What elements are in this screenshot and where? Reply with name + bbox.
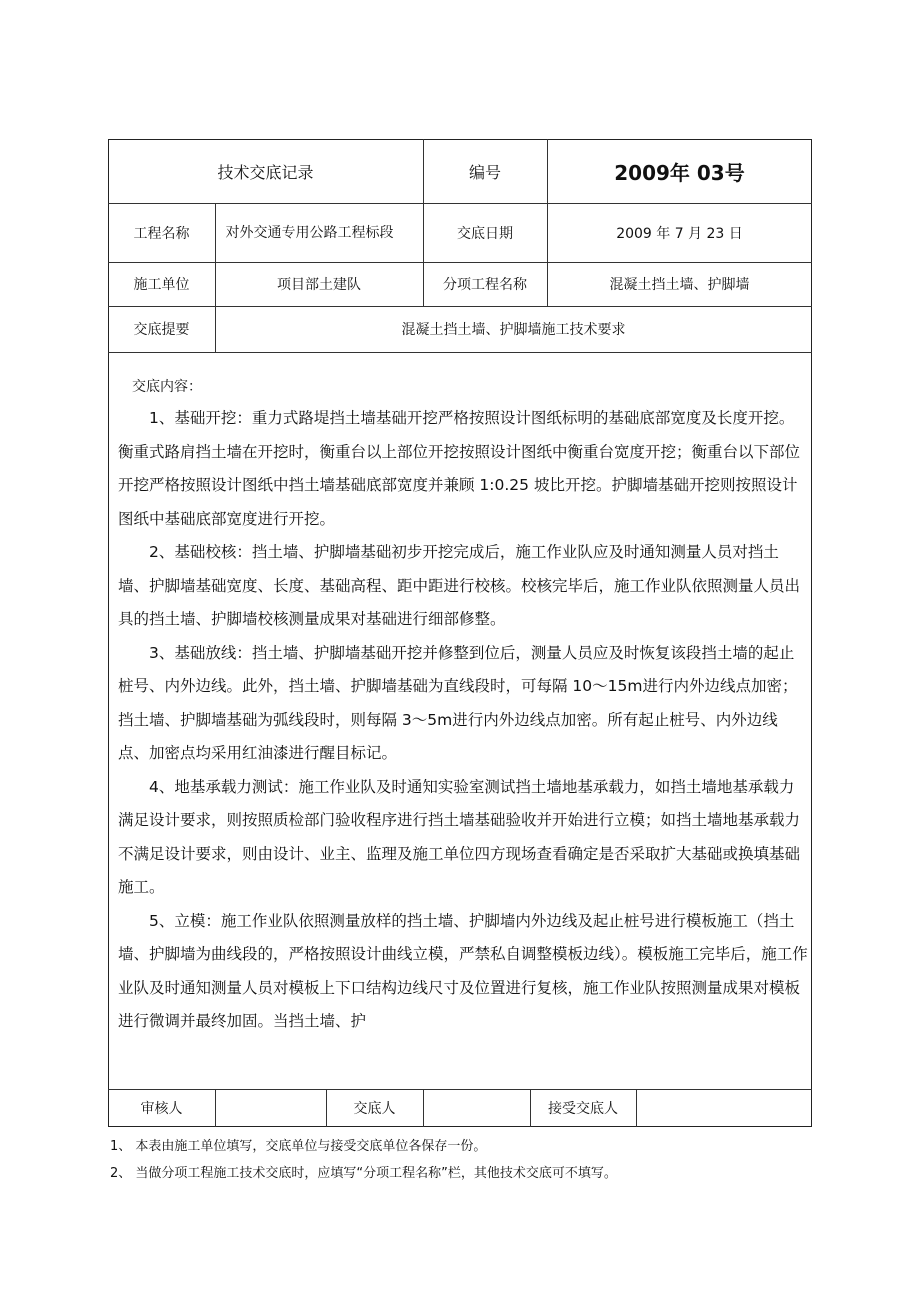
unit-label: 施工单位 [133, 277, 190, 293]
note-item: 1、 本表由施工单位填写，交底单位与接受交底单位各保存一份。 [110, 1139, 487, 1154]
form-notes [110, 1133, 617, 1187]
content-paragraph: 4、地基承载力测试：施工作业队及时通知实验室测试挡土墙地基承载力，如挡土墙地基承载力满足设计要求，则按照质检部门验收程序进行挡土墙基础验收并开始进行立模；如挡土墙地基承载力不满足设计要求，则由设计、业主、监理及施工单位四方现场查看确定是否采取扩大基础或换填基础施工。 [118, 777, 801, 896]
discloser-signature-field[interactable] [423, 1089, 530, 1127]
content-label: 交底内容： [132, 379, 202, 395]
reviewer-label: 审核人 [140, 1101, 183, 1117]
date-label: 交底日期 [457, 225, 513, 242]
unit-value: 项目部土建队 [277, 277, 361, 293]
sub-project-value: 混凝土挡土墙、护脚墙 [609, 277, 750, 293]
content-paragraph: 2、基础校核：挡土墙、护脚墙基础初步开挖完成后，施工作业队应及时通知测量人员对挡土墙、护脚墙基础宽度、长度、基础高程、距中距进行校核。校核完毕后，施工作业队依照测量人员出具的挡土墙、护脚墙校核测量成果对基础进行细部修整。 [118, 543, 801, 628]
content-paragraph: 3、基础放线：挡土墙、护脚墙基础开挖并修整到位后，测量人员应及时恢复该段挡土墙的起止桩号、内外边线。此外，挡土墙、护脚墙基础为直线段时，可每隔 10～15m进行内外边线点加密；挡土墙、护脚墙基础为弧线段时，则每隔 3～5m进行内外边线点加密。所有起止桩号、内外边线点、加密点均采用红油漆进行醒目标记。 [118, 643, 798, 762]
date-value: 2009 年 7 月 23 日 [616, 225, 743, 242]
project-name-label: 工程名称 [133, 225, 190, 242]
discloser-label: 交底人 [353, 1101, 396, 1117]
content-paragraph: 5、立模：施工作业队依照测量放样的挡土墙、护脚墙内外边线及起止桩号进行模板施工（挡土墙、护脚墙为曲线段的，严格按照设计曲线立模，严禁私自调整模板边线）。模板施工完毕后，施工作业队及时通知测量人员对模板上下口结构边线尺寸及位置进行复核，施工作业队按照测量成果对模板进行微调并最终加固。当挡土墙、护 [118, 911, 808, 1030]
disclosure-content [118, 372, 808, 1039]
number-value: 2009年 03号 [614, 160, 745, 185]
reviewer-signature-field[interactable] [215, 1089, 326, 1127]
receiver-label: 接受交底人 [548, 1101, 618, 1117]
content-mask [109, 1078, 811, 1088]
form-title: 技术交底记录 [217, 162, 314, 182]
receiver-signature-field[interactable] [636, 1089, 812, 1127]
summary-label: 交底提要 [133, 322, 190, 338]
number-label: 编号 [468, 162, 501, 182]
content-paragraph: 1、基础开挖：重力式路堤挡土墙基础开挖严格按照设计图纸标明的基础底部宽度及长度开挖。衡重式路肩挡土墙在开挖时，衡重台以上部位开挖按照设计图纸中衡重台宽度开挖；衡重台以下部位开挖严格按照设计图纸中挡土墙基础底部宽度并兼顾 1:0.25 坡比开挖。护脚墙基础开挖则按照设计图纸中基础底部宽度进行开挖。 [118, 409, 801, 528]
summary-value: 混凝土挡土墙、护脚墙施工技术要求 [401, 322, 626, 338]
row-divider [108, 352, 812, 353]
project-name-value: 对外交通专用公路工程标段 [225, 224, 394, 241]
note-item: 2、 当做分项工程施工技术交底时，应填写“分项工程名称”栏，其他技术交底可不填写。 [110, 1166, 617, 1181]
sub-project-label: 分项工程名称 [443, 277, 527, 293]
